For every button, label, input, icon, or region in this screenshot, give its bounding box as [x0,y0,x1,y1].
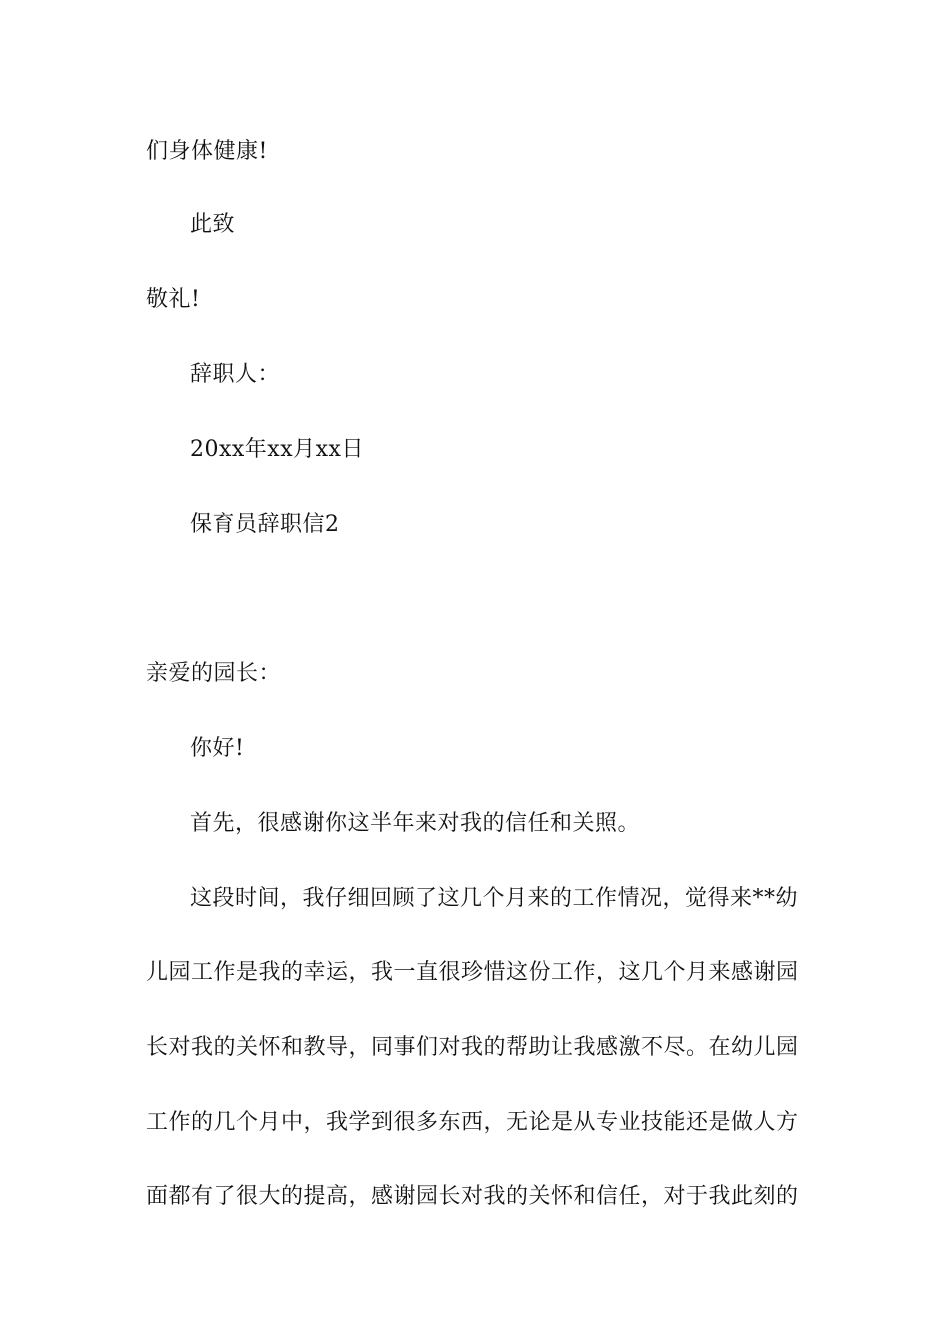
paragraph-line: 长对我的关怀和教导，同事们对我的帮助让我感激不尽。在幼儿园 [146,1035,799,1060]
letter-title: 保育员辞职信2 [190,512,340,537]
signature-label: 辞职人： [190,362,281,387]
paragraph-line: 面都有了很大的提高，感谢园长对我的关怀和信任，对于我此刻的 [146,1184,799,1209]
closing-regards: 敬礼! [146,287,201,312]
text-line: 们身体健康! [146,139,268,164]
paragraph-line: 首先，很感谢你这半年来对我的信任和关照。 [190,811,641,836]
closing-salutation: 此致 [190,212,236,237]
paragraph-line: 这段时间，我仔细回顾了这几个月来的工作情况，觉得来**幼 [190,886,799,911]
greeting-addressee: 亲爱的园长： [146,661,282,686]
paragraph-line: 工作的几个月中，我学到很多东西，无论是从专业技能还是做人方 [146,1110,799,1135]
paragraph-line: 儿园工作是我的幸运，我一直很珍惜这份工作，这几个月来感谢园 [146,960,799,985]
greeting: 你好! [190,736,245,761]
date-line: 20xx年xx月xx日 [190,437,364,462]
